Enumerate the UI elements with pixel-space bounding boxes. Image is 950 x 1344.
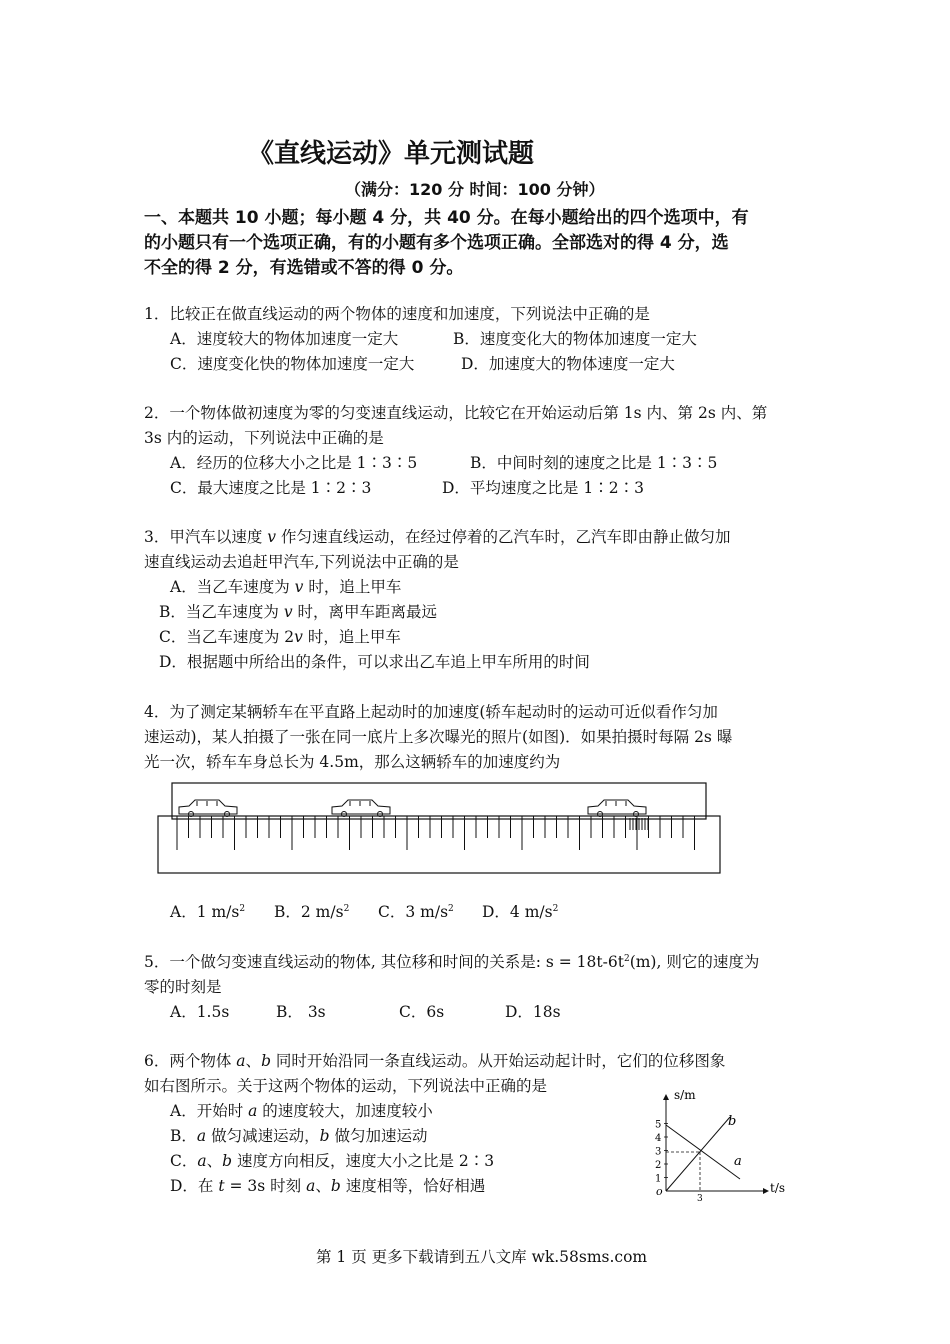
displacement-time-graph — [650, 1085, 800, 1205]
q5-stem-line-2: 零的时刻是 — [144, 978, 222, 996]
section-instructions-line-1: 一、本题共 10 小题；每小题 4 分，共 40 分。在每小题给出的四个选项中，有 — [144, 208, 749, 228]
q2-option-b: B．中间时刻的速度之比是 1∶3∶5 — [470, 454, 718, 472]
page-title: 《直线运动》单元测试题 — [248, 139, 535, 169]
q6-option-b: B．a 做匀减速运动，b 做匀加速运动 — [170, 1127, 428, 1145]
car-icon — [332, 800, 390, 817]
section-instructions-line-2: 的小题只有一个选项正确，有的小题有多个选项正确。全部选对的得 4 分，选 — [144, 233, 729, 253]
y-axis-label: s/m — [674, 1088, 696, 1102]
section-instructions-line-3: 不全的得 2 分，有选错或不答的得 0 分。 — [144, 258, 464, 278]
q3-stem-line-2: 速直线运动去追赶甲汽车,下列说法中正确的是 — [144, 553, 459, 571]
q3-option-a: A．当乙车速度为 v 时，追上甲车 — [170, 578, 402, 596]
q1-option-d: D．加速度大的物体速度一定大 — [461, 355, 675, 373]
q3-option-d: D．根据题中所给出的条件，可以求出乙车追上甲车所用的时间 — [159, 653, 590, 671]
q5-option-d: D．18s — [505, 1003, 561, 1021]
y-tick-label: 3 — [655, 1146, 662, 1158]
q1-stem: 1．比较正在做直线运动的两个物体的速度和加速度，下列说法中正确的是 — [144, 305, 650, 323]
q5-option-a: A．1.5s — [170, 1003, 230, 1021]
x-tick-label: 3 — [697, 1194, 703, 1204]
q6-option-d: D．在 t = 3s 时刻 a、b 速度相等，恰好相遇 — [170, 1177, 486, 1195]
q6-option-c: C．a、b 速度方向相反，速度大小之比是 2∶3 — [170, 1152, 495, 1170]
q4-option-d: D．4 $m/s^2$ — [482, 903, 559, 921]
q4-stem-line-1: 4．为了测定某辆轿车在平直路上起动时的加速度(轿车起动时的运动可近似看作匀加 — [144, 703, 718, 721]
q3-option-c: C．当乙车速度为 2v 时，追上甲车 — [159, 628, 401, 646]
q5-stem-line-1: 5．一个做匀变速直线运动的物体, 其位移和时间的关系是: $s = 18t-6t^2(m)$, 则它的速度为 — [144, 953, 760, 971]
q4-option-a: A．1 $m/s^2$ — [170, 903, 246, 921]
q2-option-c: C．最大速度之比是 1∶2∶3 — [170, 479, 372, 497]
q4-option-b: B．2 $m/s^2$ — [274, 903, 350, 921]
q5-option-b: B． 3s — [276, 1003, 326, 1021]
q3-stem-line-1: 3．甲汽车以速度 v 作匀速直线运动，在经过停着的乙汽车时，乙汽车即由静止做匀加 — [144, 528, 731, 546]
line-a-label: a — [734, 1154, 742, 1169]
car-icon — [179, 800, 237, 817]
origin-label: o — [656, 1185, 663, 1198]
line-b-label: b — [728, 1114, 737, 1129]
q1-option-b: B．速度变化大的物体加速度一定大 — [453, 330, 697, 348]
q1-option-a: A．速度较大的物体加速度一定大 — [170, 330, 399, 348]
q2-stem-line-1: 2．一个物体做初速度为零的匀变速直线运动，比较它在开始运动后第 1s 内、第 2s 内、第 — [144, 404, 768, 422]
q4-stem-line-3: 光一次，轿车车身总长为 4.5m，那么这辆轿车的加速度约为 — [144, 753, 561, 771]
page-subtitle: （满分：120 分 时间：100 分钟） — [345, 180, 605, 199]
q6-option-a: A．开始时 a 的速度较大，加速度较小 — [170, 1102, 433, 1120]
q2-option-d: D．平均速度之比是 1∶2∶3 — [442, 479, 644, 497]
q3-option-b: B．当乙车速度为 v 时，离甲车距离最远 — [159, 603, 438, 621]
q5-option-c: C．6s — [399, 1003, 445, 1021]
x-axis-label: t/s — [770, 1181, 786, 1195]
q2-option-a: A．经历的位移大小之比是 1∶3∶5 — [170, 454, 418, 472]
q6-stem-line-2: 如右图所示。关于这两个物体的运动，下列说法中正确的是 — [144, 1077, 548, 1095]
ruler-ticks — [177, 816, 695, 850]
q2-stem-line-2: 3s 内的运动，下列说法中正确的是 — [144, 429, 384, 447]
page-footer: 第 1 页 更多下载请到五八文库 wk.58sms.com — [316, 1248, 648, 1266]
q4-option-c: C．3 $m/s^2$ — [378, 903, 454, 921]
q6-stem-line-1: 6．两个物体 a、b 同时开始沿同一条直线运动。从开始运动起计时，它们的位移图象 — [144, 1052, 726, 1070]
line-b — [666, 1117, 730, 1191]
y-tick-label: 2 — [655, 1160, 662, 1171]
fine-ticks — [630, 818, 648, 830]
car-icon — [588, 800, 646, 817]
y-tick-label: 1 — [655, 1173, 662, 1185]
q1-option-c: C．速度变化快的物体加速度一定大 — [170, 355, 415, 373]
q4-stem-line-2: 速运动)，某人拍摄了一张在同一底片上多次曝光的照片(如图)．如果拍摄时每隔 2s 曝 — [144, 728, 733, 746]
car-exposure-figure — [155, 780, 725, 880]
y-tick-label: 5 — [655, 1119, 662, 1131]
y-tick-label: 4 — [655, 1133, 662, 1144]
